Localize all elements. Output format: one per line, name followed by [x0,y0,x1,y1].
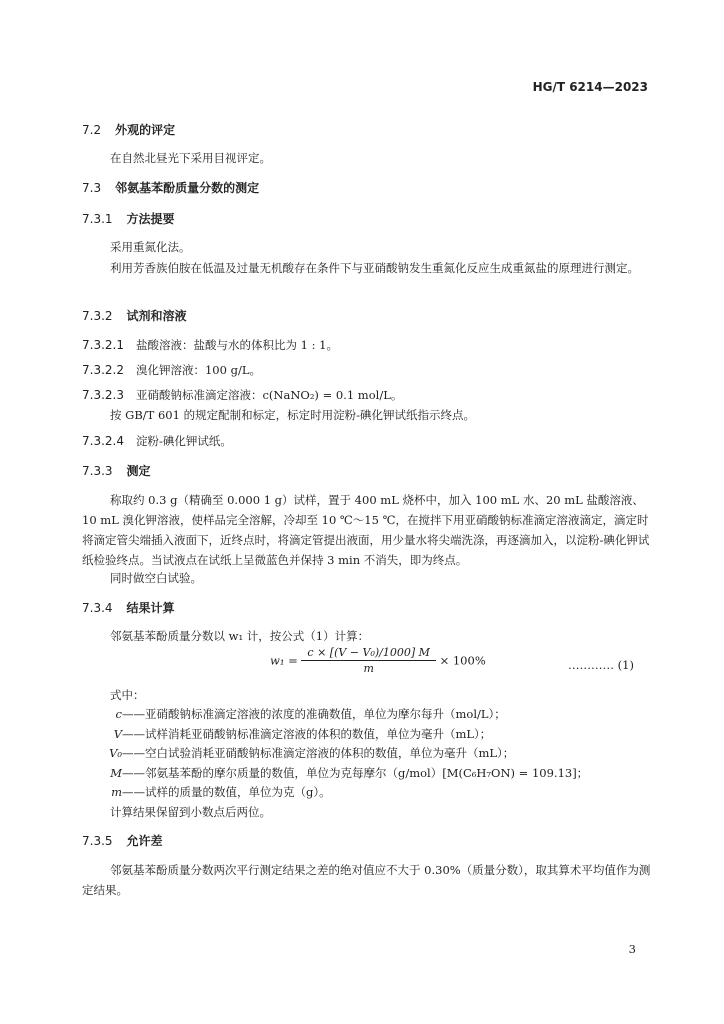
where-label: 式中： [110,688,145,702]
rounding-note: 计算结果保留到小数点后两位。 [110,805,271,819]
item-text: 淀粉-碘化钾试纸。 [135,434,232,448]
method-paragraph-2: 利用芳香族伯胺在低温及过量无机酸存在条件下与亚硝酸钠发生重氮化反应生成重氮盐的原理进行测定。 [110,261,639,275]
section-7-3-1-heading [82,210,175,227]
section-7-3-3-heading [82,462,151,479]
item-number: 7.3.2.3 [82,388,124,402]
definition-symbol: c [115,707,122,721]
section-number: 7.3.2 [82,309,113,323]
reagent-item-4 [82,433,232,449]
reagent-item-1 [82,337,338,353]
definition-v [104,726,491,742]
standard-number: HG/T 6214—2023 [532,80,648,94]
formula-lhs: w₁ = [270,653,298,668]
tolerance-paragraph: 邻氨基苯酚质量分数两次平行测定结果之差的绝对值应不大于 0.30%（质量分数），取其算术平均值作为测定结果。 [82,863,651,897]
reagent-item-3 [82,387,402,403]
definition-text: ——试样消耗亚硝酸钠标准滴定溶液的体积的数值，单位为毫升（mL）； [122,727,492,741]
item-number: 7.3.2.4 [82,434,124,448]
section-number: 7.2 [82,123,102,137]
formula [270,646,486,675]
section-7-3-5-heading [82,832,163,849]
definition-symbol: M [110,766,122,780]
formula-numerator: c × [(V − V₀)/1000] M [301,646,436,661]
section-number: 7.3 [82,181,102,195]
section-number: 7.3.3 [82,464,113,478]
section-number: 7.3.4 [82,601,113,615]
formula-fraction [301,646,436,675]
definition-symbol: m [111,785,122,799]
page-number: 3 [628,942,636,956]
calculation-intro: 邻氨基苯酚质量分数以 w₁ 计，按公式（1）计算： [110,629,370,643]
section-title: 试剂和溶液 [126,309,187,323]
section-title: 允许差 [126,834,163,848]
section-7-2-text: 在自然北昼光下采用目视评定。 [110,151,271,165]
section-7-3-4-heading [82,599,175,616]
blank-test-text: 同时做空白试验。 [110,571,202,585]
section-7-3-heading [82,179,259,196]
definition-v0 [104,745,514,761]
formula-rhs: × 100% [439,653,486,668]
item-text: 溴化钾溶液：100 g/L。 [135,363,261,377]
method-paragraph-1: 采用重氮化法。 [110,240,191,254]
definition-m-mass [104,784,331,800]
section-number: 7.3.1 [82,212,113,226]
reagent-item-2 [82,362,261,378]
item-text: 盐酸溶液：盐酸与水的体积比为 1 : 1。 [135,338,338,352]
definition-m-molar [104,765,588,781]
item-text: 亚硝酸钠标准滴定溶液：c(NaNO₂) = 0.1 mol/L。 [135,388,403,402]
section-title: 方法提要 [126,212,175,226]
equation-number: ………… (1) [568,658,634,672]
definition-symbol: V [113,727,122,741]
definition-text: ——邻氨基苯酚的摩尔质量的数值，单位为克每摩尔（g/mol）[M(C₆H₇ON) = 109.13]； [122,766,589,780]
definition-symbol: V₀ [109,746,122,760]
item-number: 7.3.2.2 [82,363,124,377]
section-7-2-heading [82,121,175,138]
section-title: 外观的评定 [115,123,176,137]
section-number: 7.3.5 [82,834,113,848]
definition-text: ——试样的质量的数值，单位为克（g）。 [122,785,331,799]
definition-text: ——亚硝酸钠标准滴定溶液的浓度的准确数值，单位为摩尔每升（mol/L）； [122,707,506,721]
reagent-item-3-note: 按 GB/T 601 的规定配制和标定，标定时用淀粉-碘化钾试纸指示终点。 [110,408,475,422]
section-7-3-2-heading [82,307,187,324]
section-title: 测定 [126,464,151,478]
definition-c [104,706,506,722]
definition-text: ——空白试验消耗亚硝酸钠标准滴定溶液的体积的数值，单位为毫升（mL）； [122,746,515,760]
section-title: 结果计算 [126,601,175,615]
formula-denominator: m [363,662,374,675]
section-title: 邻氨基苯酚质量分数的测定 [115,181,260,195]
item-number: 7.3.2.1 [82,338,124,352]
procedure-paragraph: 称取约 0.3 g（精确至 0.000 1 g）试样，置于 400 mL 烧杯中，加入 100 mL 水、20 mL 盐酸溶液、10 mL 溴化钾溶液，使样品完全溶解，冷却至 10 ℃～15 ℃，在搅拌下用亚硝酸钠标准滴定溶液滴定，滴定时将滴定管尖端插入液面下，近终点时，将滴定管提出液面，用少量水将尖端洗涤，再逐滴加入，以淀粉-碘化钾试纸检验终点。当试液点在试纸上呈微蓝色并保持 3 min 不消失，即为终点。 [82,493,650,567]
